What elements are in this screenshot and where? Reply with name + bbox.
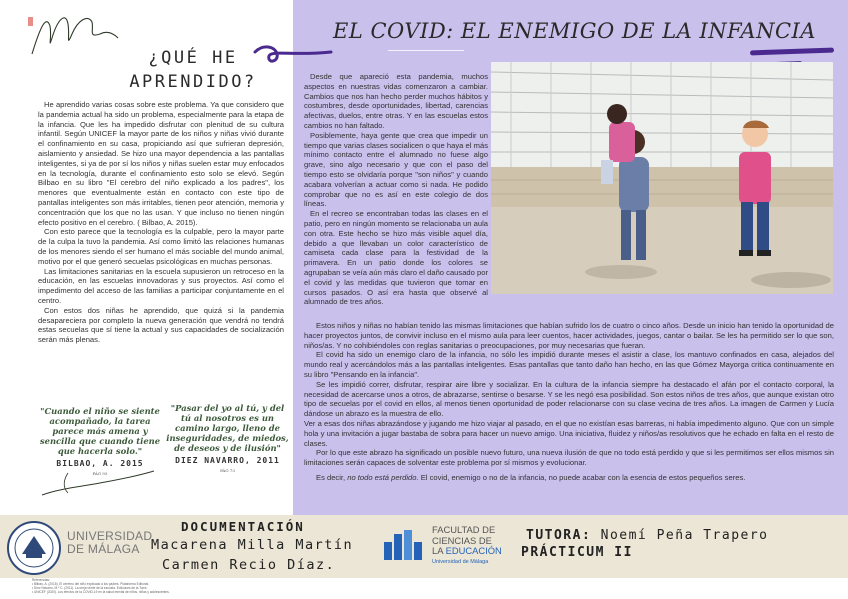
left-paragraph: Las limitaciones sanitarias en la escuela supusieron un retroceso en la educación, en las escuelas innovadoras y sus proyectos. Así como el impedimento del acceso de las familias a participar conjuntamente en el centro.: [38, 266, 284, 305]
faculty-line2: CIENCIAS DE: [432, 534, 492, 546]
closing-suffix: . El covid, enemigo o no de la infancia, no puede acabar con la esencia de estos pequeños seres.: [416, 472, 746, 482]
closing-paragraph: [304, 473, 834, 483]
column-paragraph: Desde que apareció esta pandemia, muchos aspectos en nuestras vidas comenzaron a cambiar. Cambios que nos han hecho perder muchos hábitos y costumbres, desde oportunidades, libertad, carencias afectivas, duelos, entre otras. Y en las escuelas estos cambios no han faltado.: [304, 72, 488, 130]
main-title: EL COVID: EL ENEMIGO DE LA INFANCIA: [333, 19, 816, 43]
left-title-line1: ¿QUÉ HE: [148, 48, 238, 68]
faculty-name: [432, 525, 502, 567]
title-underline: [388, 50, 464, 51]
left-body-text: [38, 100, 284, 345]
quote-author: BILBAO, A. 2015: [56, 459, 144, 468]
university-line1: UNIVERSIDAD: [67, 529, 153, 543]
faculty-line3: [432, 546, 502, 557]
reference-item: • Bilbao, A. (2015). El cerebro del niño explicado a los padres. Plataforma Editorial.: [32, 582, 149, 586]
quote-diez-navarro: [165, 403, 290, 476]
documentation-title: DOCUMENTACIÓN: [181, 519, 305, 534]
quote-underline-icon: [38, 465, 158, 505]
author-name: Macarena Milla Martín: [151, 537, 354, 553]
closing-prefix: Es decir,: [316, 472, 348, 482]
university-line2: DE MÁLAGA: [67, 542, 140, 556]
tutor-name: Noemí Peña Trapero: [591, 528, 769, 543]
bottom-body-text: [304, 321, 834, 483]
faculty-line3-prefix: LA: [432, 545, 446, 556]
closing-italic: no todo está perdido: [347, 472, 417, 482]
swirl-decoration: [253, 40, 333, 70]
right-column-text: [304, 72, 488, 307]
column-paragraph: En el recreo se encontraban todas las clases en el patio, pero en ningún momento se relacionaba un aula con otra. Este hecho se hizo más visible aquel día, debido a que llevaban un color característico de camiseta cada clase para la festividad de la primavera. En un patio donde los colores se agrupaban se veía aún más claro el daño causado por el covid y las medidas que tuvieron que tomar en cursos pasados. O así era hasta que observé al alumnado de tres años.: [304, 209, 488, 307]
references: [32, 578, 432, 594]
quote-page: PÁG 93: [92, 471, 108, 476]
left-paragraph: He aprendido varias cosas sobre este problema. Ya que considero que la pandemia actual ha sido un problema, especialmente para la etapa de la infancia. Que les ha impedido disfrutar con plenitud de su cultura infantil. Según UNICEF la mayor parte de los niños y niñas vivió durante el confinamiento en su casa, propiciando así que sufrieran depresión, aislamiento y ansiedad. Se hizo una mayor dependencia a las pantallas inteligentes, si ya de por sí los niños y niñas suelen estar muy enfocados en la tecnología, durante el confinamiento esto solo se elevó. Según Bilbao en su libro "El cerebro del niño explicado a los padres", los menores que eventualmente están en contacto con este tipo de pantallas inteligentes son más irritables, tienen peor atención, memoria y concentración que los que no las usan. Y que incluso no tienen ningún efecto positivo en el cerebro. ( Bilbao, A. 2015).: [38, 100, 284, 227]
left-paragraph: Con estos dos niñas he aprendido, que quizá si la pandemia desapareciera por completo la nueva generación que vendrá no tendrá estas secuelas que sí tiene la actual y sus capacidades de socialización serán más plenas.: [38, 305, 284, 345]
body-paragraph: Estos niños y niñas no habían tenido las mismas limitaciones que habían sufrido los de cuatro o cinco años. Desde un inicio han tenido la oportunidad de hacer proyectos juntos, de convivir incluso en el mismo aula para leer cuentos, hacer actividades, juegos, cantar o bailar. Se les ha permitido ser lo que son, niños/as. Y no cohibiéndoles con reglas sanitarias o preocupaciones, por muy necesarias que fueran.: [304, 321, 834, 350]
quote-page: PÁG 73: [220, 468, 235, 473]
references-title: Referencias:: [32, 578, 50, 582]
body-paragraph: Se les impidió correr, disfrutar, respirar aire libre y socializar. En la cultura de la infancia siempre ha destacado el afán por el contacto corporal, la necesidad de acercarse unos a otros, de abrazarse, sentirse o besarse. Y se les negó esa posibilidad. Son estos niños de tres años, que aunque existan otro tipo de secuelas por el covid en ellos, al menos tienen oportunidad de poder relacionarse con su clase vecina de tres años. La imagen de Carmen y Lucía dándose un abrazo es la muestra de ello.: [304, 379, 834, 419]
practicum-label: PRÁCTICUM II: [521, 545, 633, 560]
body-paragraph: El covid ha sido un enemigo claro de la infancia, no sólo les impidió durante meses el asistir a clase, los mantuvo confinados en casa, alejados del mundo real y acercándolos más a las pantallas inteligentes. Esas pantallas que tanto daño han hecho, en las que Gómez Mayorga critica continuamente en su libro "Pensando en la infancia".: [304, 350, 834, 379]
faculty-line3-highlight: EDUCACIÓN: [445, 545, 502, 556]
reference-item: • UNICEF (2020). Los efectos de la COVID-19 en la salud mental de niños, niñas y adolescentes.: [32, 590, 170, 594]
children-hugging-photo: [491, 62, 833, 294]
tutor-label: TUTORA:: [526, 528, 592, 543]
quote-author: DIEZ NAVARRO, 2011: [175, 456, 280, 465]
body-paragraph: Por lo que este abrazo ha significado un posible nuevo futuro, una nueva ilusión de que no todo está perdido y que si les permitimos ser ellos mismos sin limitaciones serán capaces de solventar este problema por sí mismos y evolucionar.: [304, 448, 834, 468]
faculty-university: Universidad de Málaga: [432, 558, 489, 565]
left-paragraph: Con esto parece que la tecnología es la culpable, pero la mayor parte de la culpa la tuvo la pandemia. Así como limitó las relaciones humanas de los menores siendo el ser humano el más sociable del mundo animal, motivo por el que generó secuelas psicológicas en muchas personas.: [38, 227, 284, 266]
faculty-logo: [382, 528, 426, 562]
university-seal-logo: [6, 520, 62, 576]
column-paragraph: Posiblemente, haya gente que crea que impedir un tiempo que varias clases socialicen o que haya el más mínimo contacto entre el alumnado no fuese algo grave, sino algo necesario y que con el paso del tiempo esto se olvidaría porque "son niños" y cuando acabara volverían a actuar como si nada. He podido comprobar que no es así en este colegio de dos líneas.: [304, 130, 488, 209]
university-name: [67, 530, 152, 556]
tutor-line: [526, 528, 769, 543]
faculty-line1: FACULTAD DE: [432, 524, 496, 535]
quote-text: "Pasar del yo al tú, y del tú al nosotros es un camino largo, lleno de inseguridades, de miedos, de deseos y de ilusión": [166, 403, 289, 453]
body-paragraph: Ver a esas dos niñas abrazándose y jugando me hizo viajar al pasado, en el que no existían esas barreras, ni había impedimento alguno. Que con un simple hola y una invitación a jugar bastaba de sobra para hacer un nuevo amigo. Una iniciativa, fluidez y niños/as resolutivos que he echado en falta en el resto de clases.: [304, 418, 834, 448]
author-name: Carmen Recio Díaz.: [162, 557, 336, 573]
quote-text: "Cuando el niño se siente acompañado, la tarea parece más amena y sencilla que cuando tiene que hacerla solo.": [39, 406, 161, 456]
left-title-line2: APRENDIDO?: [129, 72, 257, 92]
reference-item: • Díez Navarro, M.ª C. (2011). La oreja verde de la escuela. Ediciones de la Torre.: [32, 586, 148, 590]
